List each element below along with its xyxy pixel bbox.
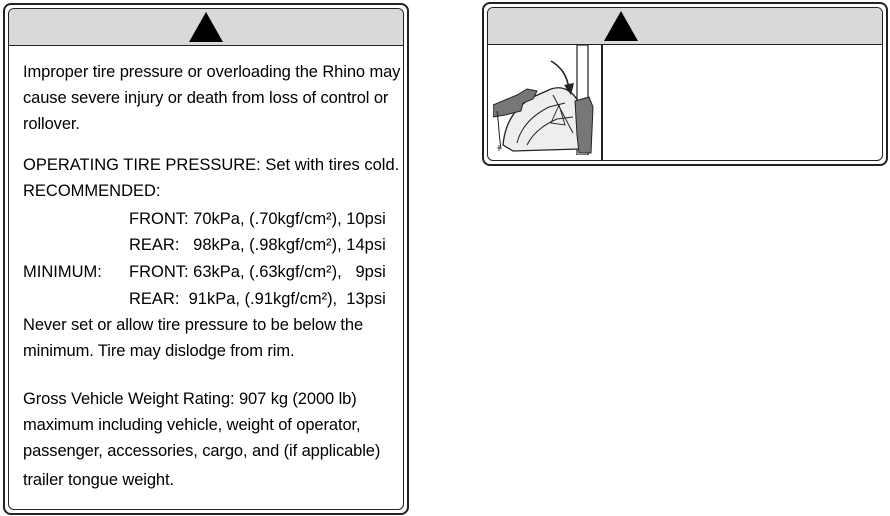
hand-pressing-tire-illustration xyxy=(493,45,601,155)
gvwr-line: maximum including vehicle, weight of operator, xyxy=(23,416,361,434)
panel-divider xyxy=(601,44,603,161)
overload-warning-line: cause severe injury or death from loss of control or xyxy=(23,89,389,107)
gvwr-line: passenger, accessories, cargo, and (if applicable) xyxy=(23,442,381,460)
overload-warning-text xyxy=(23,59,400,137)
minimum-label: MINIMUM: xyxy=(23,263,102,281)
minimum-pressure-warning-line: minimum. Tire may dislodge from rim. xyxy=(23,342,295,360)
recommended-rear-pressure: REAR: 98kPa, (.98kgf/cm²), 14psi xyxy=(129,236,386,254)
warning-triangle-icon xyxy=(603,10,639,42)
minimum-pressure-warning-line: Never set or allow tire pressure to be below the xyxy=(23,316,364,334)
gvwr-text xyxy=(23,386,380,493)
pressure-heading: OPERATING TIRE PRESSURE: Set with tires cold. xyxy=(23,156,400,174)
tire-illustration-warning-label xyxy=(482,2,888,166)
tire-illustration-warning-panel xyxy=(487,7,883,161)
minimum-front-pressure: FRONT: 63kPa, (.63kgf/cm²), 9psi xyxy=(129,263,386,281)
warning-triangle-icon xyxy=(188,11,224,43)
overload-warning-line: rollover. xyxy=(23,115,80,133)
tire-pressure-warning-panel xyxy=(8,8,404,510)
tire-pressure-warning-label xyxy=(3,3,409,515)
gvwr-line: trailer tongue weight. xyxy=(23,471,174,489)
minimum-rear-pressure: REAR: 91kPa, (.91kgf/cm²), 13psi xyxy=(129,290,386,308)
recommended-label: RECOMMENDED: xyxy=(23,182,161,200)
warning-header xyxy=(488,8,882,45)
recommended-front-pressure: FRONT: 70kPa, (.70kgf/cm²), 10psi xyxy=(129,210,386,228)
overload-warning-line: Improper tire pressure or overloading the Rhino may xyxy=(23,63,401,81)
gvwr-line: Gross Vehicle Weight Rating: 907 kg (2000 lb) xyxy=(23,390,357,408)
minimum-pressure-warning-text xyxy=(23,312,363,364)
warning-header xyxy=(9,9,403,46)
